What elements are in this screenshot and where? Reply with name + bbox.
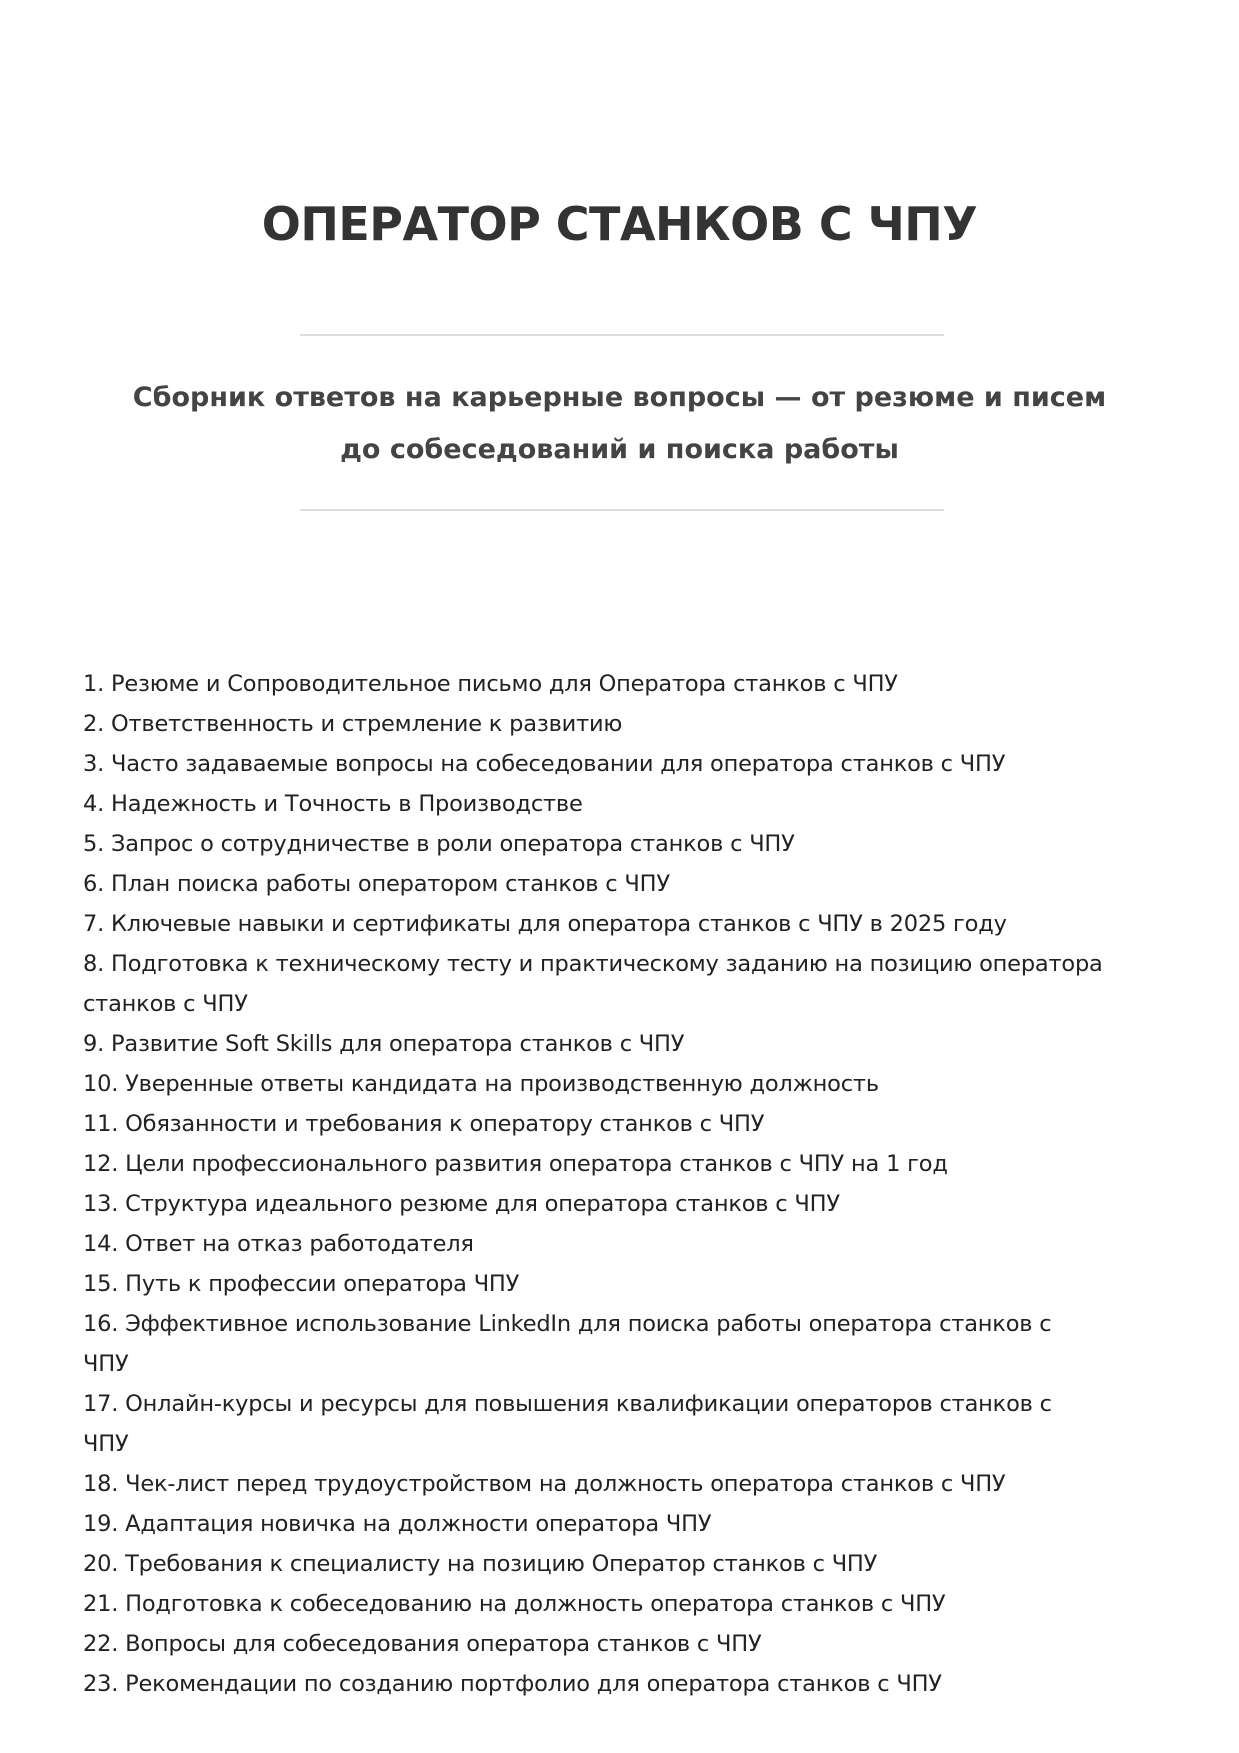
toc-item[interactable]: 4. Надежность и Точность в Производстве: [83, 791, 583, 817]
toc-item[interactable]: 16. Эффективное использование LinkedIn для поиска работы оператора станков с ЧПУ: [83, 1311, 1052, 1377]
toc-item[interactable]: 15. Путь к профессии оператора ЧПУ: [83, 1271, 520, 1297]
toc-item[interactable]: 23. Рекомендации по созданию портфолио для оператора станков с ЧПУ: [83, 1671, 942, 1697]
toc-item[interactable]: 10. Уверенные ответы кандидата на производственную должность: [83, 1071, 879, 1097]
page-subtitle: Сборник ответов на карьерные вопросы — от резюме и писем до собеседований и поиска работы: [132, 382, 1107, 465]
subtitle-divider: [300, 509, 944, 511]
toc-item[interactable]: 11. Обязанности и требования к оператору станков с ЧПУ: [83, 1111, 765, 1137]
toc-item[interactable]: 18. Чек-лист перед трудоустройством на должность оператора станков с ЧПУ: [83, 1471, 1006, 1497]
page-title: ОПЕРАТОР СТАНКОВ С ЧПУ: [261, 197, 978, 251]
toc-item[interactable]: 12. Цели профессионального развития оператора станков с ЧПУ на 1 год: [83, 1151, 948, 1177]
toc-item[interactable]: 2. Ответственность и стремление к развитию: [83, 711, 623, 737]
toc-item[interactable]: 8. Подготовка к техническому тесту и практическому заданию на позицию оператора станков с ЧПУ: [83, 951, 1103, 1017]
table-of-contents: [83, 664, 1103, 1704]
toc-item[interactable]: 9. Развитие Soft Skills для оператора станков с ЧПУ: [83, 1031, 685, 1057]
toc-item[interactable]: 13. Структура идеального резюме для оператора станков с ЧПУ: [83, 1191, 840, 1217]
toc-item[interactable]: 14. Ответ на отказ работодателя: [83, 1231, 474, 1257]
toc-item[interactable]: 21. Подготовка к собеседованию на должность оператора станков с ЧПУ: [83, 1591, 946, 1617]
toc-item[interactable]: 6. План поиска работы оператором станков с ЧПУ: [83, 871, 670, 897]
toc-item[interactable]: 20. Требования к специалисту на позицию Оператор станков с ЧПУ: [83, 1551, 878, 1577]
toc-item[interactable]: 17. Онлайн-курсы и ресурсы для повышения квалификации операторов станков с ЧПУ: [83, 1391, 1052, 1457]
toc-item[interactable]: 19. Адаптация новичка на должности оператора ЧПУ: [83, 1511, 712, 1537]
toc-item[interactable]: 7. Ключевые навыки и сертификаты для оператора станков с ЧПУ в 2025 году: [83, 911, 1007, 937]
toc-item[interactable]: 1. Резюме и Сопроводительное письмо для Оператора станков с ЧПУ: [83, 671, 898, 697]
title-divider: [300, 334, 944, 336]
toc-item[interactable]: 22. Вопросы для собеседования оператора станков с ЧПУ: [83, 1631, 762, 1657]
toc-item[interactable]: 5. Запрос о сотрудничестве в роли оператора станков с ЧПУ: [83, 831, 795, 857]
toc-item[interactable]: 3. Часто задаваемые вопросы на собеседовании для оператора станков с ЧПУ: [83, 751, 1006, 777]
